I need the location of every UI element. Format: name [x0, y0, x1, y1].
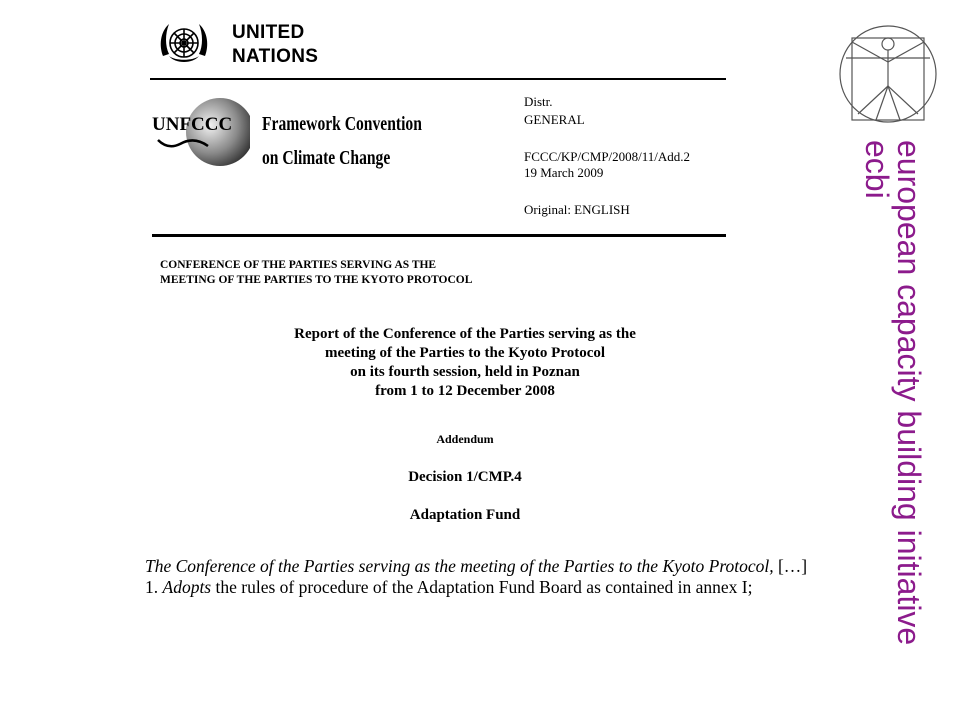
ecbi-full-name: european capacity building initiative [891, 140, 927, 646]
ecbi-branding [855, 140, 925, 690]
paragraph-text: the rules of procedure of the Adaptation Fund Board as contained in annex I; [211, 576, 753, 597]
decision-preamble: The Conference of the Parties serving as the meeting of the Parties to the Kyoto Protocol, [145, 556, 774, 576]
original-language: Original: ENGLISH [524, 202, 630, 217]
decision-excerpt [145, 556, 810, 597]
header-divider [150, 78, 726, 80]
distr-label: Distr. [524, 94, 553, 109]
framework-convention-title-line2: on Climate Change [262, 147, 391, 169]
ecbi-acronym: ecbi [859, 140, 895, 199]
report-title: Report of the Conference of the Parties serving as the meeting of the Parties to the Kyoto Protocol on its fourth session, held in Poznan from 1 to 12 December 2008 [294, 326, 636, 399]
un-title-line1: UNITED [232, 22, 305, 43]
unfccc-logo-icon [150, 88, 250, 176]
adaptation-fund-title: Adaptation Fund [409, 507, 521, 523]
decision-title: Decision 1/CMP.4 [408, 469, 522, 485]
paragraph-number: 1. [145, 576, 163, 597]
meta-divider [152, 234, 726, 237]
distr-value: GENERAL [524, 112, 585, 127]
document-symbol: FCCC/KP/CMP/2008/11/Add.2 [524, 149, 691, 164]
un-emblem-icon [155, 16, 213, 74]
conference-heading: CONFERENCE OF THE PARTIES SERVING AS THE MEETING OF THE PARTIES TO THE KYOTO PROTOCOL [160, 259, 473, 286]
decision-ellipsis: […] [773, 556, 808, 576]
unfccc-logo-text: UNFCCC [152, 114, 233, 135]
paragraph-verb: Adopts [162, 576, 212, 597]
addendum-label: Addendum [436, 432, 494, 446]
vitruvian-man-icon [838, 18, 938, 126]
document-date: 19 March 2009 [524, 165, 604, 180]
framework-convention-title-line1: Framework Convention [262, 113, 422, 135]
un-title-line2: NATIONS [232, 46, 319, 67]
